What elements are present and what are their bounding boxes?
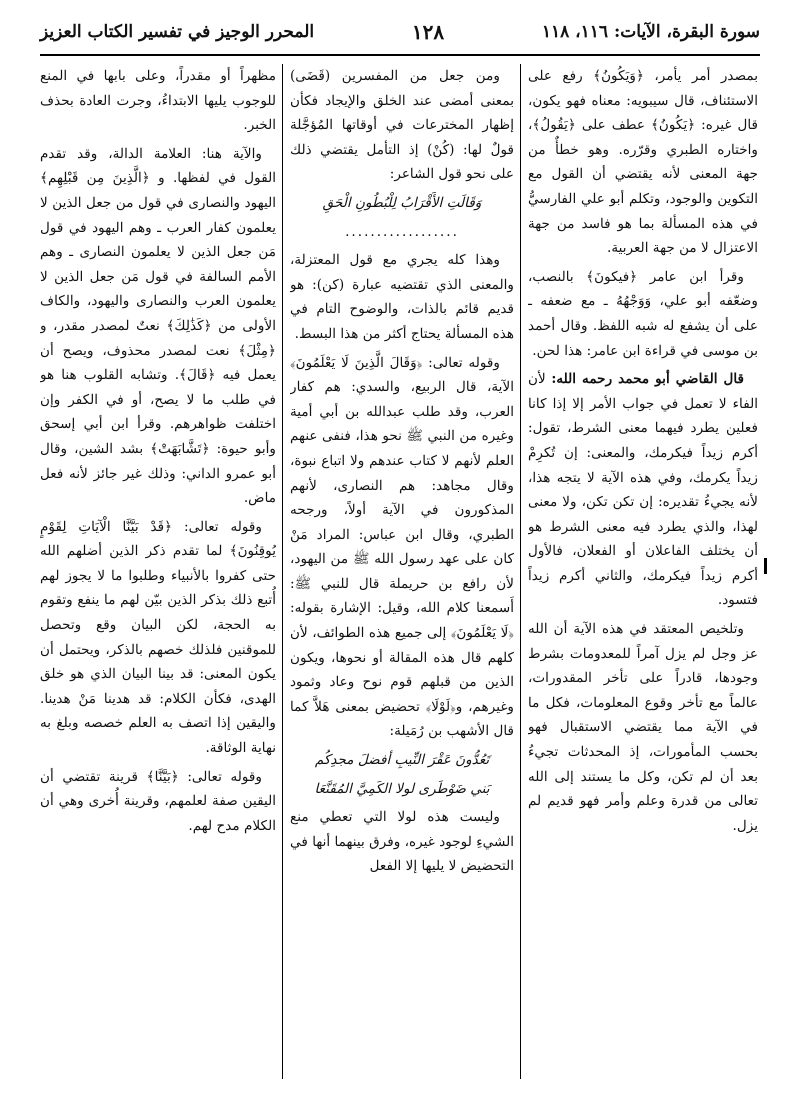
column-left — [40, 64, 276, 1081]
book-title: المحرر الوجيز في تفسير الكتاب العزيز — [40, 22, 315, 42]
paragraph: وليست هذه لولا التي تعطي منع الشيءِ لوجود غيره، وفرق بينهما أنها في التحضيض لا يليها إلا الفعل — [290, 809, 514, 875]
poem-line: تَعُدُّونَ عَقْرَ النِّيبِ أفضلَ مجدِكُم — [314, 752, 490, 769]
paragraph: وتلخيص المعتقد في هذه الآية أن الله عز وجل لم يزل آمراً للمعدومات بشرط وجودها، قادراً على تأخر المقدورات، عالماً مع تأخر وقوع المعلومات، فكل ما في الآية مما يقتضي الاستقبال فهو بحسب المأمورات، إذ المحدثات تجيءُ بعد أن لم تكن، وكل ما يستند إلى الله تعالى من قدرة وعلم وأمر فهو قديم لم يزل. — [528, 621, 758, 834]
paragraph: وقوله تعالى: ﴿وَقَالَ الَّذِينَ لَا يَعْلَمُونَ﴾ الآية، قال الربيع، والسدي: هم كفار العرب، وقد طلب عبدالله بن أبي أمية وغيره من النبي ﷺ نحو هذا، فنفى عنهم العلم لأنهم لا كتاب عندهم ولا اتباع نبوة، وقال مجاهد: هم النصارى، لأنهم المذكورون في الآية أولاً، ورجحه الطبري، وقال ابن عباس: المراد مَنْ كان على عهد رسول الله ﷺ من اليهود، لأن رافع بن حريملة قال للنبي ﷺ: أَسمعنا كلام الله، وقيل: الإشارة بقوله: ﴿لَا يَعْلَمُونَ﴾ إلى جميع هذه الطوائف، لأن كلهم قال هذه المقالة أو نحوها، ويكون الذين من قبلهم قوم نوح وعاد وثمود وغيرهم، و﴿لَوْلَا﴾ تحضيض بمعنى هَلاَّ كما قال الأشهب بن رُمَيلة: — [290, 354, 514, 740]
paragraph: وهذا كله يجري مع قول المعتزلة، والمعنى الذي تقتضيه عبارة (كن): هو قديم قائم بالذات، والوضوح التام في هذه المسألة يحتاج أكثر من هذا البسط. — [290, 252, 514, 342]
paragraph-text: لأن الفاء لا تعمل في جواب الأمر إلا إذا كانا فعلين يطرد فيهما معنى الشرط، تقول: أكرم زيداً فيكرمك، والمعنى: إن تُكرِمْ زيداً يكرمك، وفي هذه الآية لا يتجه هذا، لأنه يجيءُ تقديره: إن تكن تكن، ولا معنى لهذا، والذي يطرد فيه معنى الشرط هو أن يختلف الفاعلان أو الفعلان، فالأول أكرم زيداً فيكرمك، والثاني أكرم زيداً فتسود. — [528, 371, 758, 609]
paragraph: وقرأ ابن عامر ﴿فيكونَ﴾ بالنصب، وضعّفه أبو علي، وَوَجْهُهُ ـ مع ضعفه ـ على أن يشفع له شبه اللفظ. وقال أحمد بن موسى في قراءة ابن عامر: هذا لحن. — [528, 268, 758, 359]
column-divider-left — [282, 64, 283, 1079]
paragraph: والآية هنا: العلامة الدالة، وقد تقدم القول في لفظها. و ﴿الَّذِينَ مِن قَبْلِهِم﴾ اليهود والنصارى في قول من جعل الذين لا يعلمون كفار العرب ـ وهم اليهود في قول مَن جعل الذين لا يعلمون النصارى ـ وهم الأمم السالفة في قول مَن جعل الذين لا يعلمون العرب والنصارى واليهود، والكاف الأولى من ﴿كَذَٰلِكَ﴾ نعتٌ لمصدر مقدر، و ﴿مِثْلَ﴾ نعت لمصدر محذوف، ويصح أن يعمل فيه ﴿قَالَ﴾. وتشابه القلوب هنا هو في طلب ما لا يصح، أو في الكفر وإن اختلفت ظواهرهم. وقرأ ابن أبي إسحق وأبو حيوة: ﴿تَشَّابَهَتْ﴾ بشد الشين، وقال أبو عمرو الداني: وذلك غير جائز لأنه فعل ماض. — [40, 145, 276, 507]
poem-line: بَني ضَوْطَرى لولا الكَمِيَّ المُقَنَّعَا — [314, 780, 490, 797]
paragraph — [528, 367, 758, 613]
surah-reference: سورة البقرة، الآيات: ١١٦، ١١٨ — [541, 22, 760, 42]
column-divider-right — [520, 64, 521, 1079]
paragraph: بمصدر أمر يأمر، ﴿وَيَكُونُ﴾ رفع على الاستئناف، قال سيبويه: معناه فهو يكون، قال غيره: ﴿يَكُونُ﴾ عطف على ﴿يَقُولُ﴾، واختاره الطبري وقرّره. وهو خطأٌ من جهة المعنى لأنه يقتضي أن القول مع التكوين والوجود، وتكلم أبو علي الفارسيُّ في هذه المسألة بما هو فاسد من جهة الاعتزال لا من جهة العربية. — [528, 68, 758, 257]
poem-line: وَقَالَتِ الأَقْرَابُ لِلْبُطُونِ الْحَقِ — [322, 194, 482, 211]
author-note-lead: قال القاضي أبو محمد رحمه الله: — [551, 371, 745, 388]
header-divider — [40, 54, 760, 56]
margin-marker — [764, 558, 767, 574]
paragraph: ومن جعل من المفسرين (قَضَى) بمعنى أمضى عند الخلق والإيجاد فكأن إظهار المخترعات في أوقاتها المُؤجَّلة قولٌ لها: (كُنْ) إذ التأمل يقتضي ذلك على نحو قول الشاعر: — [290, 68, 514, 183]
paragraph: وقوله تعالى: ﴿بَيَّنَّا﴾ قرينة تقتضي أن اليقين صفة لعلمهم، وقرينة أُخرى وهي أن الكلام مدح لهم. — [40, 768, 276, 834]
column-right — [528, 64, 758, 1081]
page-number: ١٢٨ — [411, 20, 445, 44]
column-middle — [290, 64, 514, 1081]
page-header — [40, 14, 760, 50]
paragraph: مظهراً أو مقدراً، وعلى بابها في المنع للوجوب يليها الابتداءُ، وجرت العادة بحذف الخبر. — [40, 68, 276, 134]
paragraph: وقوله تعالى: ﴿قَدْ بَيَّنَّا الْآيَاتِ لِقَوْمٍ يُوقِنُونَ﴾ لما تقدم ذكر الذين أضلهم الله حتى كفروا بالأنبياء وطلبوا ما لا يجوز لهم أُتبع ذلك بذكر الذين بيّن لهم ما ينفع وتقوم به الحجة، لكن البيان وقع وتحصل للموقنين فلذلك خصهم بالذكر، ويحتمل أن يكون المعنى: قد بينا البيان الذي هو خلق الهدى، فكأن الكلام: قد هدينا مَنْ هدينا. واليقين إذا اتصف به العلم خصصه وبلغ به نهاية الوثاقة. — [40, 518, 276, 757]
ellipsis-divider: .................. — [345, 223, 459, 240]
